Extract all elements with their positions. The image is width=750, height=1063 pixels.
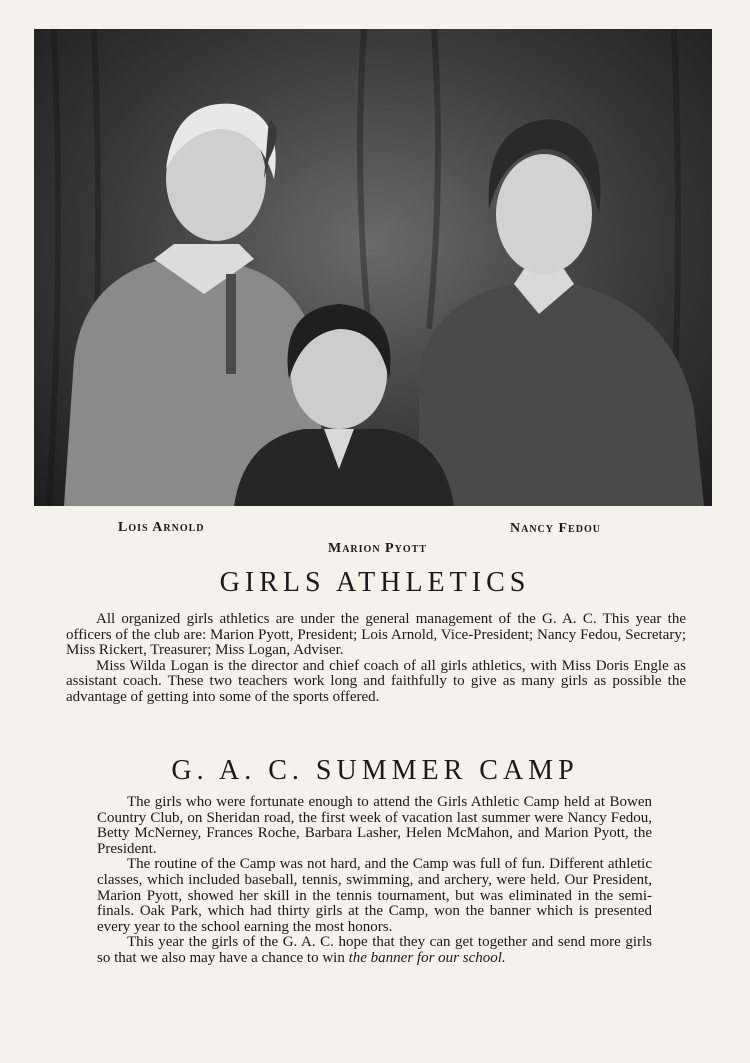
figure-right bbox=[419, 119, 704, 506]
paragraph: Miss Wilda Logan is the director and chief coach of all girls athletics, with Miss Doris Engle as assistant coach. These two teachers work long and faithfully to give as many girls as possible the advantage of getting into some of the sports offered. bbox=[66, 657, 686, 705]
paragraph: The girls who were fortunate enough to attend the Girls Athletic Camp held at Bowen Country Club, on Sheridan road, the first week of vacation last summer were Nancy Fedou, Betty McNerney, Frances Roche, Barbara Lasher, Helen McMahon, and Marion Pyott, the President. bbox=[97, 794, 652, 857]
paragraph: The routine of the Camp was not hard, and the Camp was full of fun. Different athletic classes, which included baseball, tennis, swimming, and archery, were held. Our President, Marion Pyott, showed her skill in the tennis tournament, but was eliminated in the semi-finals. Oak Park, which had thirty girls at the Camp, won the banner which is presented every year to the school earning the most honors. bbox=[97, 856, 652, 935]
paragraph-italic-text: the banner for our school. bbox=[348, 949, 506, 966]
section-heading-girls-athletics: GIRLS ATHLETICS bbox=[219, 567, 531, 598]
group-photograph bbox=[34, 29, 712, 506]
summer-camp-body bbox=[97, 795, 652, 967]
photo-illustration bbox=[34, 29, 712, 506]
caption-center: Marion Pyott bbox=[328, 541, 427, 556]
section-heading-summer-camp: G. A. C. SUMMER CAMP bbox=[171, 755, 579, 786]
paragraph-text: This year the girls of the G. A. C. hope that they can get together and send more girls so that we also may have a chance to win bbox=[97, 934, 652, 966]
caption-left: Lois Arnold bbox=[118, 520, 205, 535]
caption-right: Nancy Fedou bbox=[510, 521, 601, 536]
girls-athletics-body bbox=[66, 612, 686, 706]
paragraph: All organized girls athletics are under the general management of the G. A. C. This year the officers of the club are: Marion Pyott, President; Lois Arnold, Vice-President; Nancy Fedou, Secretary; Miss Rickert, Treasurer; Miss Logan, Adviser. bbox=[66, 611, 686, 659]
paragraph bbox=[97, 935, 652, 966]
